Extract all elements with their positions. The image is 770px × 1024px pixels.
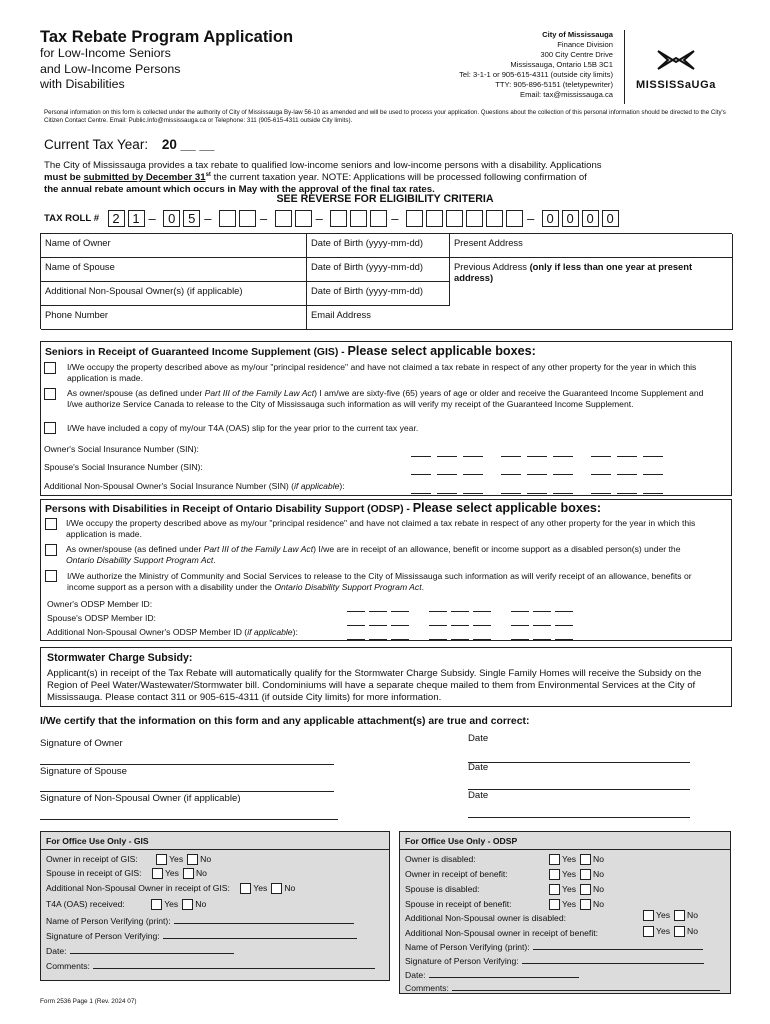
additional-signature-label: Signature of Non-Spousal Owner (if applicable) — [40, 793, 241, 804]
owner-sin-label: Owner's Social Insurance Number (SIN): — [44, 444, 199, 454]
odsp-benefit-checkbox[interactable] — [45, 544, 57, 556]
tax-roll-digit[interactable] — [486, 210, 503, 227]
tax-year-field[interactable]: 20 __ __ — [161, 137, 215, 152]
tax-roll-digit[interactable] — [219, 210, 236, 227]
tax-roll-digit[interactable]: 0 — [602, 210, 619, 227]
certify-statement: I/We certify that the information on this form and any applicable attachment(s) are true and correct: — [40, 716, 530, 727]
gis-supplement-checkbox[interactable] — [44, 388, 56, 400]
tax-roll-digit[interactable] — [406, 210, 423, 227]
header-divider — [624, 30, 625, 104]
odsp-authorize-checkbox[interactable] — [45, 570, 57, 582]
tax-roll-digit[interactable] — [275, 210, 292, 227]
owner-signature-line[interactable] — [40, 764, 334, 765]
yes-checkbox[interactable] — [151, 899, 162, 910]
gis-residence-text: I/We occupy the property described above as my/our "principal residence" and have not claimed a tax rebate in respect of any other property for the year in which this application is made. — [67, 362, 697, 383]
office-odsp-verifier-print[interactable]: Name of Person Verifying (print): — [405, 942, 703, 953]
spouse-signature-line[interactable] — [40, 791, 334, 792]
present-address-field[interactable]: Present Address — [450, 234, 733, 258]
spouse-sin-label: Spouse's Social Insurance Number (SIN): — [44, 462, 203, 472]
yes-checkbox[interactable] — [549, 854, 560, 865]
odsp-authorize-text: I/We authorize the Ministry of Community and Social Services to release to the City of Mississauga such information as will verify receipt of an allowance, benefits or income support as a person with a disability under the Ontario Disability Support Program Act. — [67, 571, 692, 592]
odsp-section — [40, 499, 732, 641]
no-checkbox[interactable] — [271, 883, 282, 894]
additional-sin-field[interactable] — [411, 481, 669, 499]
no-checkbox[interactable] — [580, 884, 591, 895]
spouse-date-label: Date — [468, 762, 489, 773]
tax-roll-digit[interactable]: 5 — [183, 210, 200, 227]
no-checkbox[interactable] — [580, 869, 591, 880]
no-checkbox[interactable] — [183, 868, 194, 879]
tax-roll-digit[interactable]: 1 — [128, 210, 145, 227]
tax-roll-digit[interactable] — [446, 210, 463, 227]
odsp-residence-checkbox[interactable] — [45, 518, 57, 530]
odsp-section-title: Persons with Disabilities in Receipt of Ontario Disability Support (ODSP) - Please select applicable boxes: — [45, 501, 602, 515]
tax-roll-digit[interactable]: 0 — [582, 210, 599, 227]
owner-sin-field[interactable] — [411, 444, 669, 462]
office-odsp-comments[interactable]: Comments: — [405, 983, 720, 994]
tax-roll-digit[interactable] — [330, 210, 347, 227]
no-checkbox[interactable] — [674, 910, 685, 921]
office-odsp-panel — [399, 831, 731, 994]
tax-roll-digit[interactable] — [239, 210, 256, 227]
owner-dob-field[interactable]: Date of Birth (yyyy-mm-dd) — [307, 234, 450, 258]
tax-roll-digit[interactable] — [506, 210, 523, 227]
tax-roll-digit[interactable] — [370, 210, 387, 227]
office-odsp-row: Spouse is disabled: Yes No — [405, 884, 605, 894]
office-odsp-row: Additional Non-Spousal owner is disabled: Yes No — [405, 910, 699, 923]
yes-checkbox[interactable] — [152, 868, 163, 879]
additional-sin-label: Additional Non-Spousal Owner's Social Insurance Number (SIN) (if applicable): — [44, 481, 345, 491]
tax-roll-digit[interactable] — [295, 210, 312, 227]
owner-odsp-id-label: Owner's ODSP Member ID: — [47, 599, 153, 609]
owner-date-line[interactable] — [468, 762, 690, 763]
office-gis-title: For Office Use Only - GIS — [46, 836, 149, 846]
office-odsp-row: Additional Non-Spousal owner in receipt of benefit: Yes No — [405, 926, 699, 938]
spouse-sin-field[interactable] — [411, 462, 669, 480]
gis-t4a-text: I/We have included a copy of my/our T4A (OAS) slip for the year prior to the current tax year. — [67, 423, 419, 433]
yes-checkbox[interactable] — [156, 854, 167, 865]
name-of-owner-field[interactable]: Name of Owner — [41, 234, 307, 258]
odsp-residence-text: I/We occupy the property described above as my/our "principal residence" and have not claimed a tax rebate in respect of any other property for the year in which this application is made. — [66, 518, 696, 539]
gis-t4a-checkbox[interactable] — [44, 422, 56, 434]
owner-info-table — [40, 233, 732, 329]
no-checkbox[interactable] — [580, 899, 591, 910]
stormwater-section — [40, 647, 732, 707]
city-address-block: City of Mississauga Finance Division 300 City Centre Drive Mississauga, Ontario L5B 3C1 Tel: 3-1-1 or 905-615-4311 (outside city limits) TTY: 905-896-5151 (teletypewriter) Email: tax@mississauga.ca — [459, 30, 613, 99]
office-gis-row: T4A (OAS) received: Yes No — [46, 899, 207, 909]
office-gis-verifier-signature[interactable]: Signature of Person Verifying: — [46, 931, 357, 942]
office-gis-date[interactable]: Date: — [46, 946, 234, 957]
tax-year-row: Current Tax Year: 20 __ __ — [44, 137, 215, 152]
office-odsp-title: For Office Use Only - ODSP — [405, 836, 518, 846]
intro-text: The City of Mississauga provides a tax rebate to qualified low-income seniors and low-income persons with a disability. Applications must be submitted by December 31st the current taxation year. NOTE: Applications will be processed following confirmation of the annual rebate amount which occurs in May with the approval of the final tax rates. — [44, 160, 602, 196]
office-odsp-date[interactable]: Date: — [405, 970, 579, 981]
tax-roll-digit[interactable]: 2 — [108, 210, 125, 227]
tax-roll-digit[interactable]: 0 — [542, 210, 559, 227]
form-footer: Form 2536 Page 1 (Rev. 2024 07) — [40, 998, 137, 1005]
previous-address-field[interactable]: Previous Address (only if less than one year at present address) — [450, 258, 733, 306]
mississauga-logo-mark — [628, 48, 724, 74]
tax-roll-digit[interactable] — [350, 210, 367, 227]
gis-supplement-text: As owner/spouse (as defined under Part III of the Family Law Act) I am/we are sixty-five (65) years of age or older and receive the Guaranteed Income Supplement and I/we authorize Service Canada to release to the City of Mississauga such information as will verify my receipt of the Guaranteed Income Supplement. — [67, 388, 704, 409]
additional-date-label: Date — [468, 790, 489, 801]
stormwater-text: Applicant(s) in receipt of the Tax Rebate will automatically qualify for the Stormwater Charge Subsidy. Single Family Homes will receive the Subsidy on the Region of Peel Water/Wastewater/Stormwater bill. Condominiums will have a separate cheque mailed to them from Environmental Services at the City of Mississauga. Please contact 311 or 905-615-4311 (if outside City limits) for more information. — [47, 668, 702, 703]
name-of-spouse-field[interactable]: Name of Spouse — [41, 258, 307, 282]
tax-roll-digit[interactable]: 0 — [163, 210, 180, 227]
yes-checkbox[interactable] — [240, 883, 251, 894]
tax-roll-row: TAX ROLL # 2 1 – 0 5 – – – – – 0 0 0 0 — [44, 210, 622, 228]
additional-date-line[interactable] — [468, 817, 690, 818]
additional-signature-line[interactable] — [40, 819, 338, 820]
no-checkbox[interactable] — [674, 926, 685, 937]
owner-date-label: Date — [468, 733, 489, 744]
office-odsp-row: Owner in receipt of benefit: Yes No — [405, 869, 605, 879]
additional-owner-field[interactable]: Additional Non-Spousal Owner(s) (if applicable) — [41, 282, 307, 306]
spouse-odsp-id-label: Spouse's ODSP Member ID: — [47, 613, 156, 623]
spouse-date-line[interactable] — [468, 789, 690, 790]
spouse-dob-field[interactable]: Date of Birth (yyyy-mm-dd) — [307, 258, 450, 282]
spouse-signature-label: Signature of Spouse — [40, 766, 127, 777]
office-gis-verifier-print[interactable]: Name of Person Verifying (print): — [46, 916, 354, 927]
yes-checkbox[interactable] — [549, 884, 560, 895]
gis-section-title: Seniors in Receipt of Guaranteed Income Supplement (GIS) - Please select applicable boxes: — [45, 344, 536, 358]
office-odsp-verifier-signature[interactable]: Signature of Person Verifying: — [405, 956, 704, 967]
tax-roll-digit[interactable] — [426, 210, 443, 227]
mississauga-logo: MISSISSaUGa — [628, 48, 724, 92]
yes-checkbox[interactable] — [643, 926, 654, 937]
tax-roll-digit[interactable]: 0 — [562, 210, 579, 227]
privacy-notice: Personal information on this form is collected under the authority of City of Mississauga By-law 56-10 as amended and will be used to process your application. Questions about the collection of this personal information should be directed to the City's Citizen Contact Centre. Email: Public.Info@mississauga.ca or Telephone: 311 (905-615-4311 outside City limits). — [44, 109, 726, 125]
yes-checkbox[interactable] — [549, 869, 560, 880]
form-subtitle: for Low-Income Seniors and Low-Income Persons with Disabilities — [40, 46, 181, 91]
form-title: Tax Rebate Program Application — [40, 28, 294, 46]
tax-roll-digit[interactable] — [466, 210, 483, 227]
office-odsp-row: Spouse in receipt of benefit: Yes No — [405, 899, 605, 909]
owner-signature-label: Signature of Owner — [40, 738, 123, 749]
office-gis-panel — [40, 831, 390, 981]
office-gis-row: Owner in receipt of GIS: Yes No — [46, 854, 212, 864]
additional-odsp-id-field[interactable] — [347, 627, 579, 645]
office-odsp-row: Owner is disabled: Yes No — [405, 854, 605, 864]
stormwater-title: Stormwater Charge Subsidy: — [47, 652, 193, 664]
gis-section — [40, 341, 732, 496]
no-checkbox[interactable] — [580, 854, 591, 865]
email-address-field[interactable]: Email Address — [307, 306, 733, 330]
office-gis-row: Spouse in receipt of GIS: Yes No — [46, 868, 207, 878]
no-checkbox[interactable] — [187, 854, 198, 865]
additional-odsp-id-label: Additional Non-Spousal Owner's ODSP Member ID (if applicable): — [47, 627, 298, 637]
phone-number-field[interactable]: Phone Number — [41, 306, 307, 330]
office-gis-comments[interactable]: Comments: — [46, 961, 375, 972]
no-checkbox[interactable] — [182, 899, 193, 910]
yes-checkbox[interactable] — [549, 899, 560, 910]
reverse-criteria-note: SEE REVERSE FOR ELIGIBILITY CRITERIA — [276, 193, 494, 205]
additional-owner-dob-field[interactable]: Date of Birth (yyyy-mm-dd) — [307, 282, 450, 306]
office-gis-row: Additional Non-Spousal Owner in receipt of GIS: Yes No — [46, 883, 296, 893]
odsp-benefit-text: As owner/spouse (as defined under Part III of the Family Law Act) I/we are in receipt of an allowance, benefit or income support as a disabled person(s) under the Ontario Disability Support Program Act. — [66, 544, 681, 565]
yes-checkbox[interactable] — [643, 910, 654, 921]
gis-residence-checkbox[interactable] — [44, 362, 56, 374]
